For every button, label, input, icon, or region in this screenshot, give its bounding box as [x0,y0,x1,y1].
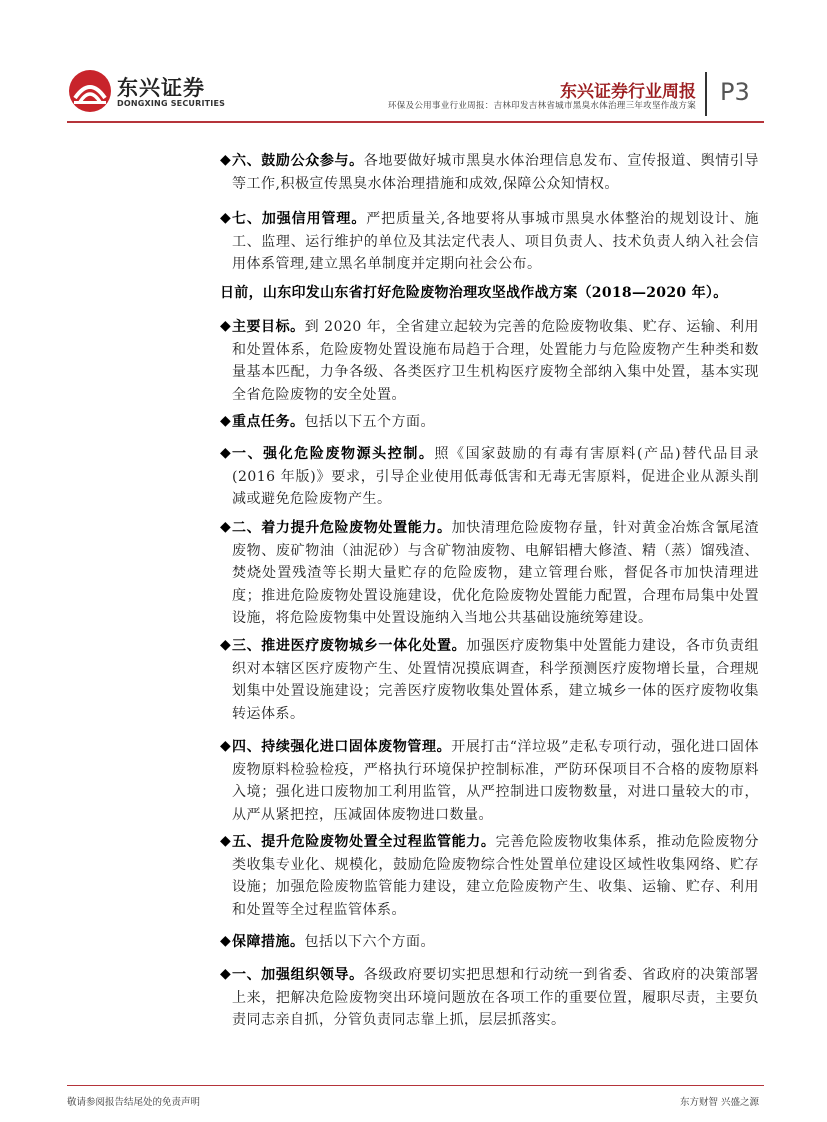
paragraph-text: 包括以下五个方面。 [304,414,435,430]
logo-mark-icon [67,68,113,114]
page-number: P3 [720,78,750,106]
paragraph-heading: 四、持续强化进口固体废物管理。 [232,739,452,755]
paragraph-text: 严把质量关,各地要将从事城市黑臭水体整治的规划设计、施工、监理、运行维护的单位及其法定代表人、项目负责人、技术负责人纳入社会信用体系管理,建立黑名单制度并定期向社会公布。 [232,211,760,272]
report-title: 东兴证券行业周报 [560,82,696,102]
paragraph-heading: 一、加强组织领导。 [232,967,364,983]
paragraph-heading: 保障措施。 [232,934,305,950]
bullet-icon: ◆ [220,152,231,168]
paragraph-heading: 二、着力提升危险废物处置能力。 [232,520,452,536]
bullet-icon: ◆ [220,833,231,849]
bullet-icon: ◆ [220,519,231,535]
paragraph [232,411,759,434]
paragraph-heading: 七、加强信用管理。 [232,211,367,227]
paragraph [232,635,759,725]
footer-slogan: 东方财智 兴盛之源 [679,1097,759,1108]
paragraph-text: 开展打击“洋垃圾”走私专项行动，强化进口固体废物原料检验检疫，严格执行环境保护控制标准，严防环保项目不合格的废物原料入境；强化进口废物加工利用监管，从严控制进口废物数量，对进口量较大的市，从严从紧把控，压减固体废物进口数量。 [232,739,759,823]
paragraph [232,831,759,921]
bullet-icon: ◆ [220,738,231,754]
paragraph-heading: 六、鼓励公众参与。 [232,153,364,169]
paragraph [232,316,759,406]
header-divider [705,72,707,116]
paragraph-heading: 一、强化危险废物源头控制。 [232,446,435,462]
paragraph-heading: 五、提升危险废物处置全过程监管能力。 [232,834,496,850]
bullet-icon: ◆ [220,413,231,429]
paragraph [232,931,759,954]
paragraph [232,150,759,195]
paragraph-heading: 三、推进医疗废物城乡一体化处置。 [232,638,467,654]
paragraph [232,443,759,511]
bullet-icon: ◆ [220,933,231,949]
paragraph [232,208,759,276]
bullet-icon: ◆ [220,318,231,334]
paragraph-heading: 主要目标。 [232,319,305,335]
paragraph-text: 到 2020 年，全省建立起较为完善的危险废物收集、贮存、运输、利用和处置体系，危险废物处置设施布局趋于合理，处置能力与危险废物产生种类和数量基本匹配，力争各级、各类医疗卫生机构医疗废物全部纳入集中处置，基本实现全省危险废物的安全处置。 [232,319,760,403]
paragraph-text: 各级政府要切实把思想和行动统一到省委、省政府的决策部署上来，把解决危险废物突出环境问题放在各项工作的重要位置，履职尽责，主要负责同志亲自抓，分管负责同志靠上抓，层层抓落实。 [232,967,760,1028]
page-header [0,0,827,130]
paragraph-text: 加快清理危险废物存量，针对黄金冶炼含氰尾渣废物、废矿物油（油泥砂）与含矿物油废物、电解铝槽大修渣、精（蒸）馏残渣、焚烧处置残渣等长期大量贮存的危险废物，建立管理台账，督促各市加快清理进度；推进危险废物处置设施建设，优化危险废物处置能力配置，合理布局集中处置设施，将危险废物集中处置设施纳入当地公共基础设施统筹建设。 [232,520,760,626]
paragraph [232,964,759,1032]
paragraph [232,736,759,826]
report-subtitle: 环保及公用事业行业周报：吉林印发吉林省城市黑臭水体治理三年攻坚作战方案 [387,101,696,111]
bullet-icon: ◆ [220,966,231,982]
paragraph [232,517,759,630]
header-rule [67,121,764,123]
company-logo [67,68,226,114]
paragraph-text: 照《国家鼓励的有毒有害原料(产品)替代品目录(2016 年版)》要求，引导企业使用低毒低害和无毒无害原料，促进企业从源头削减或避免危险废物产生。 [232,446,759,507]
bullet-icon: ◆ [220,637,231,653]
paragraph-text: 包括以下六个方面。 [304,934,435,950]
paragraph-text: 完善危险废物收集体系，推动危险废物分类收集专业化、规模化，鼓励危险废物综合性处置单位建设区域性收集网络、贮存设施；加强危险废物监管能力建设，建立危险废物产生、收集、运输、贮存、利用和处置等全过程监管体系。 [232,834,760,918]
bullet-icon: ◆ [220,445,231,461]
section-intro: 日前，山东印发山东省打好危险废物治理攻坚战作战方案（2018—2020 年）。 [220,285,728,301]
paragraph-text: 各地要做好城市黑臭水体治理信息发布、宣传报道、舆情引导等工作,积极宣传黑臭水体治理措施和成效,保障公众知情权。 [232,153,760,192]
bullet-icon: ◆ [220,210,231,226]
paragraph-text: 加强医疗废物集中处置能力建设，各市负责组织对本辖区医疗废物产生、处置情况摸底调查，科学预测医疗废物增长量，合理规划集中处置设施建设；完善医疗废物收集处置体系，建立城乡一体的医疗废物收集转运体系。 [232,638,760,722]
logo-text-cn: 东兴证券 [117,76,205,100]
footer-disclaimer: 敬请参阅报告结尾处的免责声明 [67,1097,201,1108]
footer-rule [67,1085,764,1086]
logo-text-en: DONGXING SECURITIES [117,99,226,108]
paragraph-heading: 重点任务。 [232,414,305,430]
